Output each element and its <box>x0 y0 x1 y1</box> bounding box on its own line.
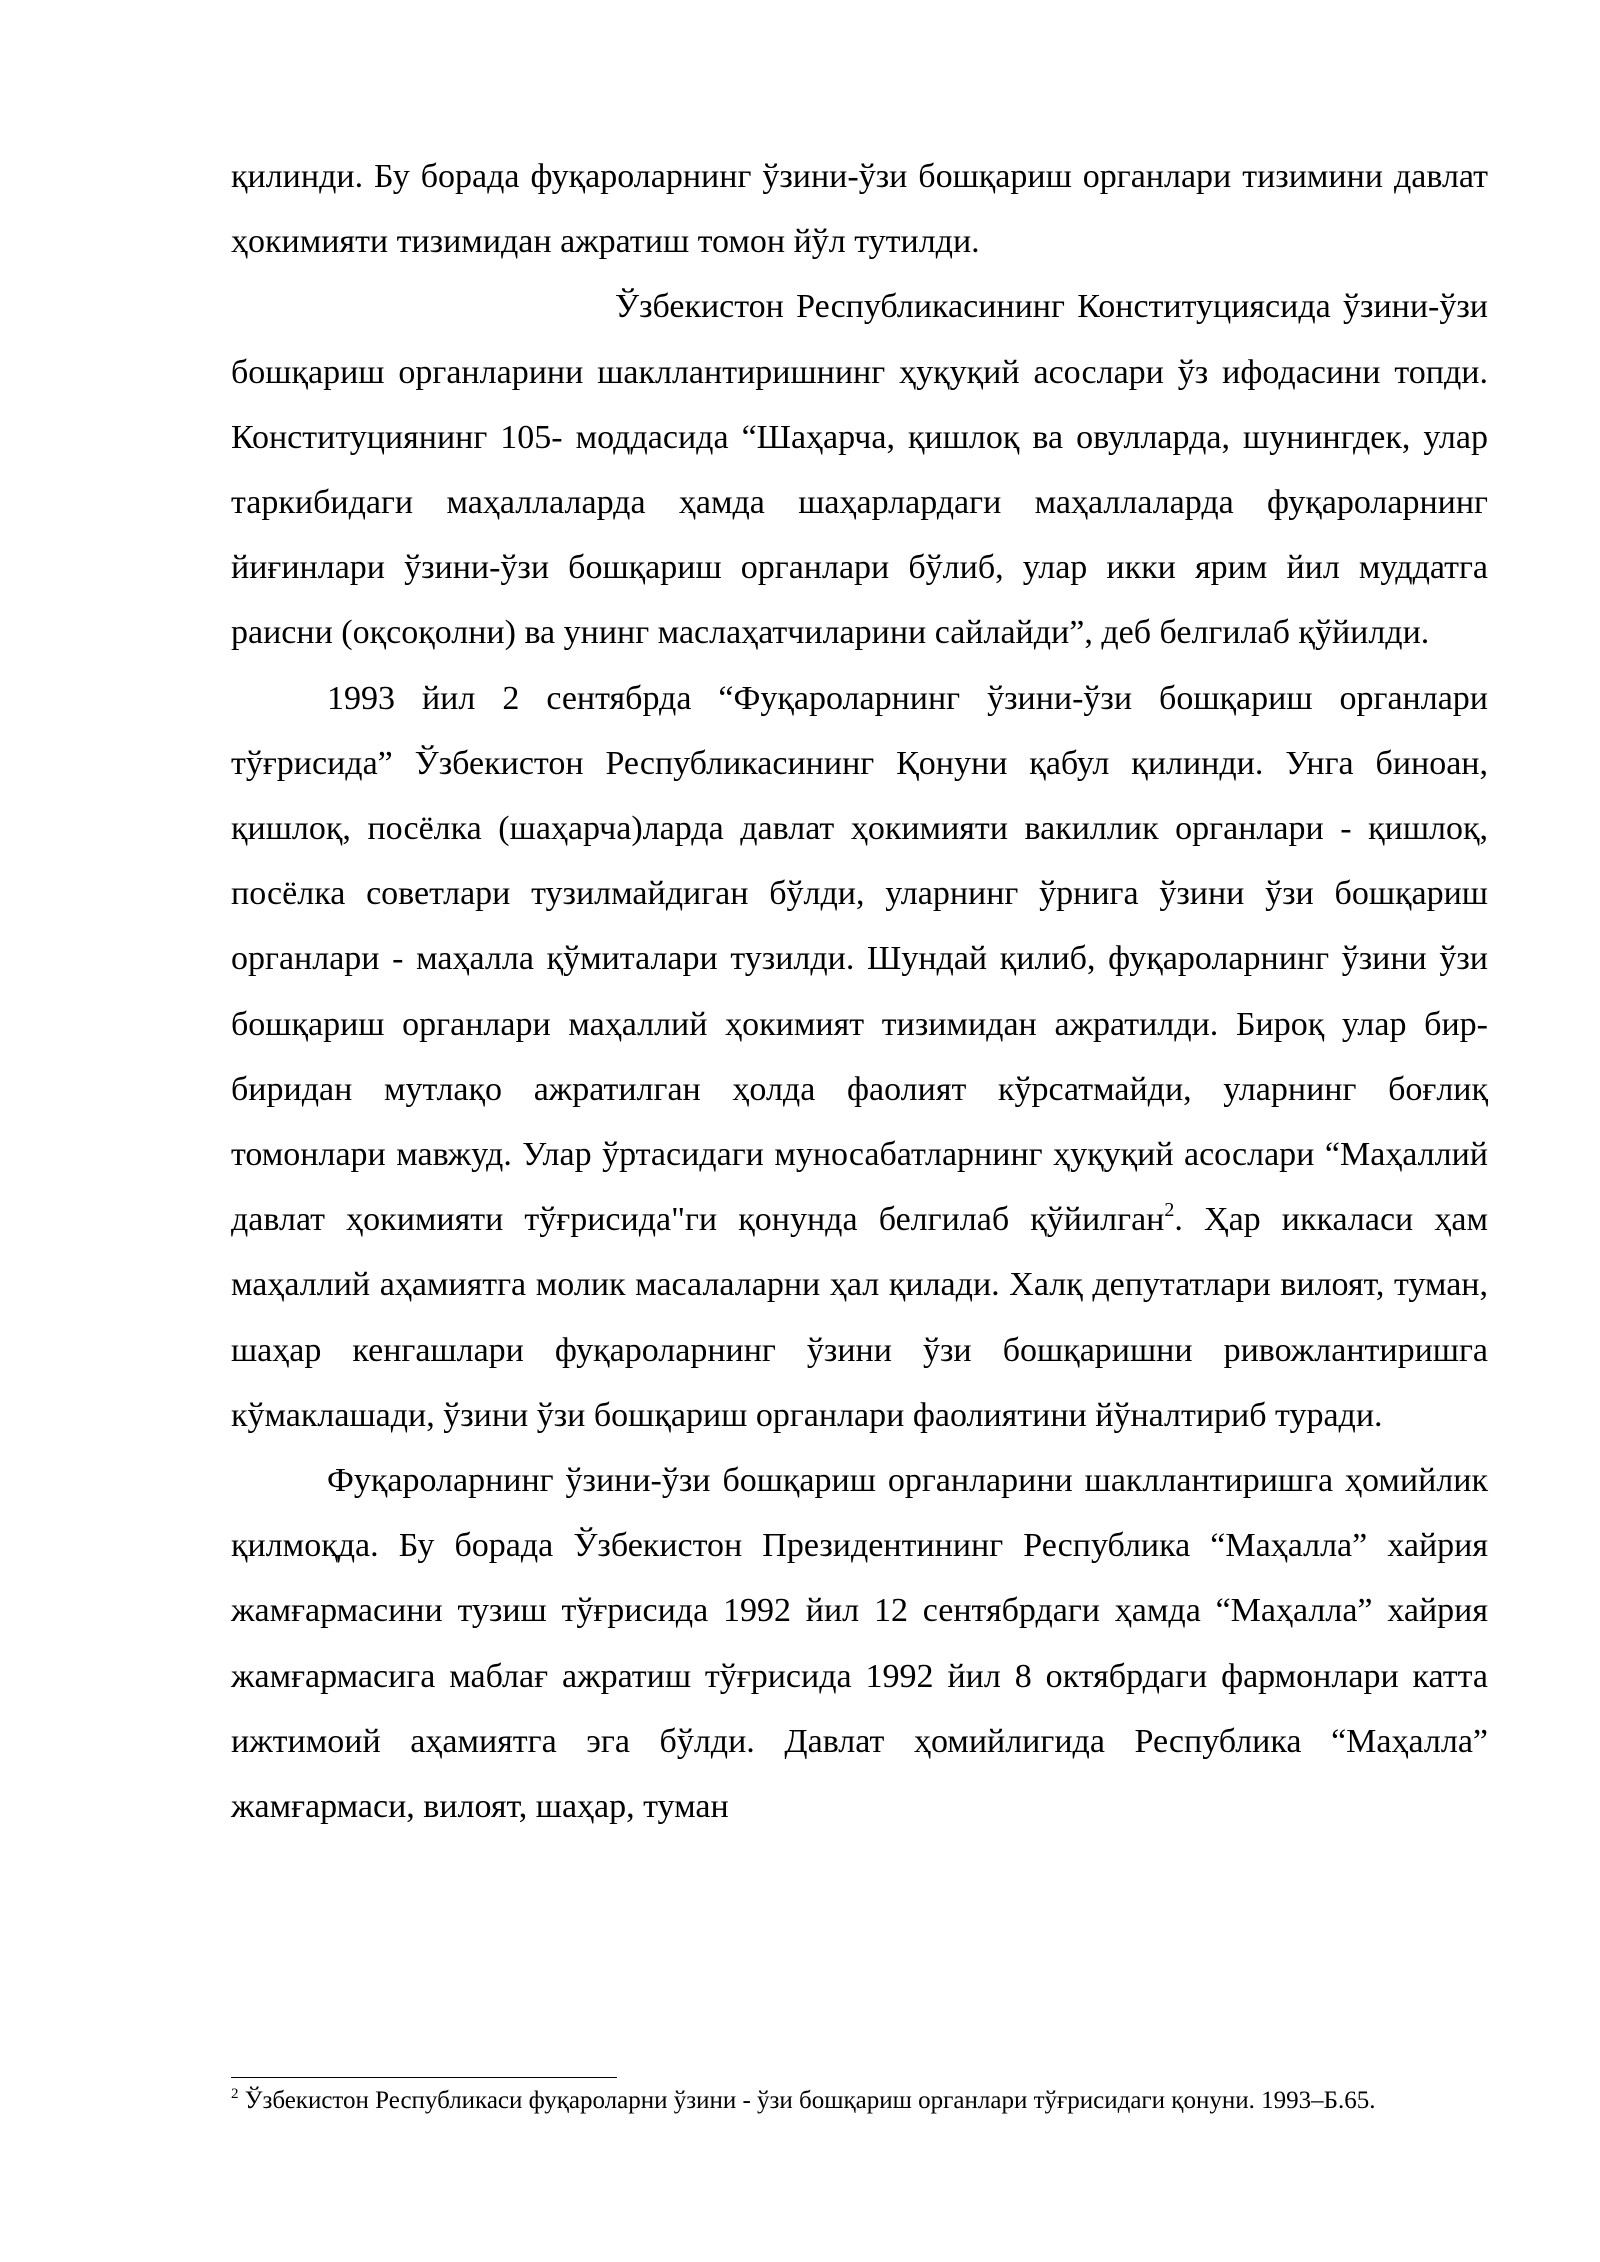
paragraph-3-text-after: . Ҳар иккаласи ҳам маҳаллий аҳамиятга молик масалаларни ҳал қилади. Халқ депутатлари вилоят, туман, шаҳар кенгашлари фуқароларнинг ўзини ўзи бошқаришни ривожлантиришга кўмаклашади, ўзини ўзи бошқариш органлари фаолиятини йўналтириб туради. <box>231 1201 1489 1434</box>
footnote-text: Ўзбекистон Республикаси фуқароларни ўзини - ўзи бошқариш органлари тўғрисидаги қонуни. 1993–Б.65. <box>238 2087 1376 2114</box>
paragraph-2: Ўзбекистон Республикасининг Конституциясида ўзини-ўзи бошқариш органларини шакллантиришнинг ҳуқуқий асослари ўз ифодасини топди. Конституциянинг 105- моддасида “Шаҳарча, қишлоқ ва овулларда, шунингдек, улар таркибидаги маҳаллаларда ҳамда шаҳарлардаги маҳаллаларда фуқароларнинг йиғинлари ўзини-ўзи бошқариш органлари бўлиб, улар икки ярим йил муддатга раисни (оқсоқолни) ва унинг маслаҳатчиларини сайлайди”, деб белгилаб қўйилди. <box>231 288 1488 652</box>
paragraph-3-text-before: 1993 йил 2 сентябрда “Фуқароларнинг ўзини-ўзи бошқариш органлари тўғрисида” Ўзбекистон Республикасининг Қонуни қабул қилинди. Унга биноан, қишлоқ, посёлка (шаҳарча)ларда давлат ҳокимияти вакиллик органлари - қишлоқ, посёлка советлари тузилмайдиган бўлди, уларнинг ўрнига ўзини ўзи бошқариш органлари - маҳалла қўмиталари тузилди. Шундай қилиб, фуқароларнинг ўзини ўзи бошқариш органлари маҳаллий ҳокимият тизимидан ажратилди. Бироқ улар бир-биридан мутлақо ажратилган ҳолда фаолият кўрсатмайди, уларнинг боғлиқ томонлари мавжуд. Улар ўртасидаги муносабатларнинг ҳуқуқий асослари “Маҳаллий давлат ҳокимияти тўғрисида"ги қонунда белгилаб қўйилган <box>231 679 1488 1239</box>
footnote <box>231 2084 1488 2118</box>
paragraph-4: Фуқароларнинг ўзини-ўзи бошқариш органларини шакллантиришга ҳомийлик қилмоқда. Бу борада Ўзбекистон Президентининг Республика “Маҳалла” хайрия жамғармасини тузиш тўғрисида 1992 йил 12 сентябрдаги ҳамда “Маҳалла” хайрия жамғармасига маблағ ажратиш тўғрисида 1992 йил 8 октябрдаги фармонлари катта ижтимоий аҳамиятга эга бўлди. Давлат ҳомийлигида Республика “Маҳалла” жамғармаси, вилоят, шаҳар, туман <box>231 1462 1488 1826</box>
paragraph-1: қилинди. Бу борада фуқароларнинг ўзини-ўзи бошқариш органлари тизимини давлат ҳокимияти тизимидан ажратиш томон йўл тутилди. <box>231 158 1488 261</box>
footnote-number: 2 <box>231 2086 239 2102</box>
footnote-reference[interactable]: 2 <box>1164 1199 1175 1222</box>
document-page <box>231 144 1488 1839</box>
paragraph-3 <box>231 666 1488 1448</box>
footnote-separator <box>231 2077 617 2078</box>
